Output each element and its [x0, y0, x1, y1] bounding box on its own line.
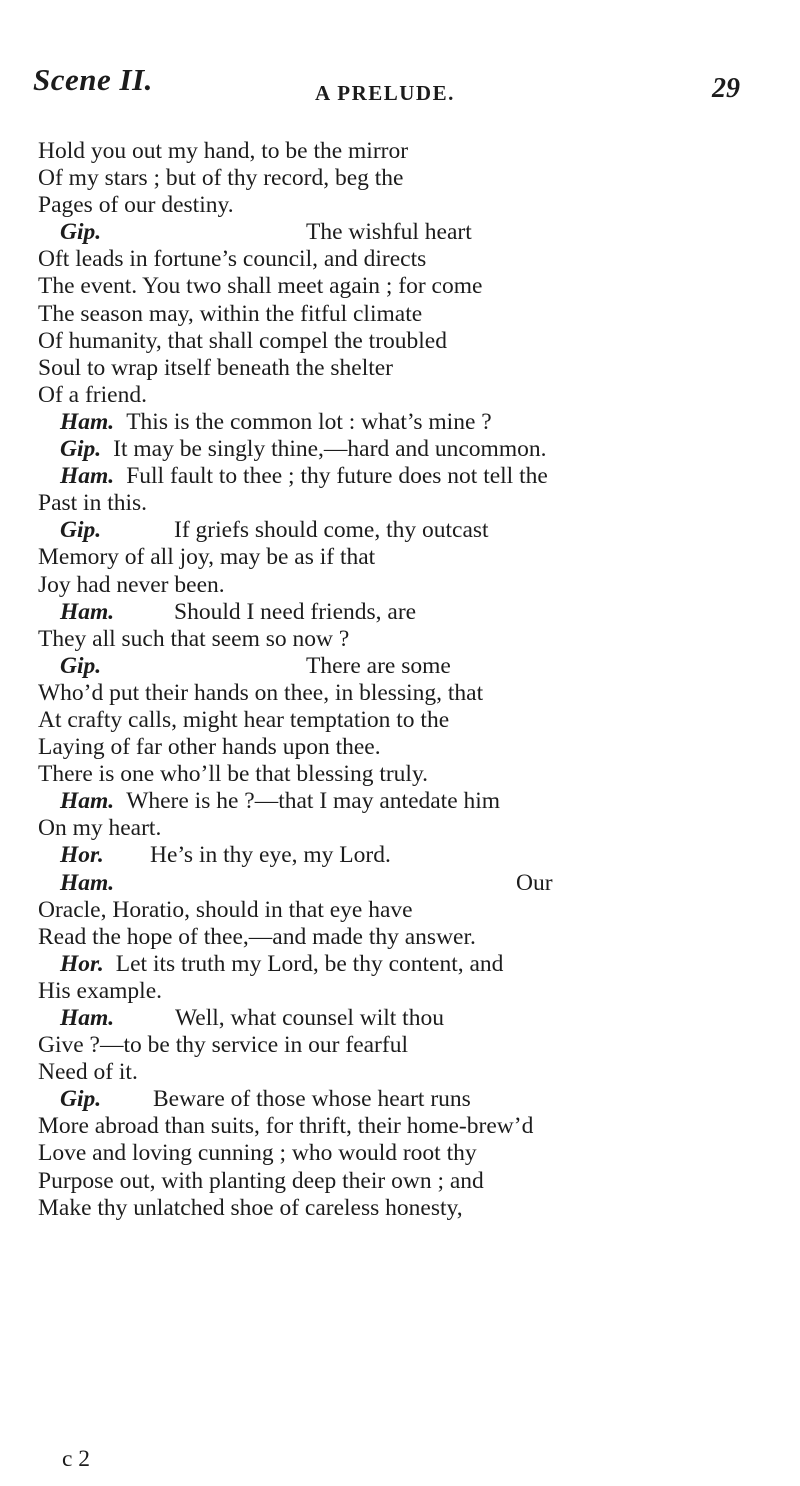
speaker-name: Gip. [60, 219, 102, 246]
line-text: Of a friend. [38, 381, 147, 408]
verse-line [38, 328, 778, 355]
line-text: Beware of those whose heart runs [153, 1086, 471, 1113]
speaker-name: Ham. [60, 869, 115, 896]
line-text: Past in this. [38, 490, 148, 517]
speech-line [38, 463, 778, 490]
speech-line [38, 842, 778, 869]
speech-line [38, 409, 778, 436]
speaker-name: Ham. [60, 408, 115, 435]
line-text: His example. [38, 977, 162, 1004]
verse-line [38, 1059, 778, 1086]
speaker-name: Ham. [60, 463, 115, 490]
line-text: Make thy unlatched shoe of careless honesty, [38, 1194, 463, 1221]
verse-line [38, 1140, 778, 1167]
verse-line [38, 355, 778, 382]
line-text: Need of it. [38, 1059, 138, 1086]
verse-line [38, 490, 778, 517]
line-text: Soul to wrap itself beneath the shelter [38, 354, 394, 381]
verse-line [38, 680, 778, 707]
speaker-name: Hor. [60, 950, 104, 977]
line-text: There are some [306, 652, 451, 679]
verse-line [38, 572, 778, 599]
speech-line [38, 653, 778, 680]
line-text: Well, what counsel wilt thou [175, 1005, 444, 1031]
running-head [33, 62, 740, 112]
page-title: A PRELUDE. [315, 81, 455, 105]
line-text: Oracle, Horatio, should in that eye have [38, 896, 413, 923]
line-text: There is one who’ll be that blessing truly. [38, 761, 429, 788]
speaker-name: Hor. [60, 842, 104, 869]
line-text: Of humanity, that shall compel the troubled [38, 327, 447, 354]
line-text: They all such that seem so now ? [38, 625, 350, 652]
verse-line [38, 192, 778, 219]
verse-line [38, 246, 778, 273]
speaker-name: Gip. [60, 436, 102, 463]
line-text: Of my stars ; but of thy record, beg the [38, 165, 404, 192]
verse-line [38, 544, 778, 571]
speech-line [38, 219, 778, 246]
line-text: Full fault to thee ; thy future does not tell the [126, 463, 548, 490]
verse-line [38, 301, 778, 328]
line-text: The wishful heart [306, 219, 472, 246]
line-text: On my heart. [38, 815, 162, 842]
speaker-name: Ham. [60, 598, 115, 625]
verse-line [38, 707, 778, 734]
line-text: It may be singly thine,—hard and uncommon. [113, 436, 547, 463]
speaker-name: Ham. [60, 788, 115, 815]
speech-line [38, 870, 778, 897]
line-text: The season may, within the fitful climate [38, 300, 423, 327]
line-text: Memory of all joy, may be as if that [38, 544, 376, 571]
line-text: This is the common lot : what’s mine ? [126, 408, 492, 435]
verse-line [38, 138, 778, 165]
line-text: At crafty calls, might hear temptation to the [38, 706, 450, 733]
verse-line [38, 1113, 778, 1140]
scene-label: Scene II. [33, 62, 153, 97]
line-text: Who’d put their hands on thee, in blessing, that [38, 679, 484, 706]
verse-line [38, 761, 778, 788]
line-text: Let its truth my Lord, be thy content, and [115, 950, 504, 977]
verse-line [38, 382, 778, 409]
line-text: Purpose out, with planting deep their own ; and [38, 1167, 484, 1194]
speech-line [38, 1005, 778, 1032]
verse-text [38, 138, 778, 1222]
verse-line [38, 897, 778, 924]
speaker-name: Gip. [60, 652, 102, 679]
speech-line [38, 517, 778, 544]
speech-line [38, 951, 778, 978]
verse-line [38, 165, 778, 192]
line-text: Oft leads in fortune’s council, and directs [38, 246, 427, 273]
line-text: Laying of far other hands upon thee. [38, 734, 381, 761]
verse-line [38, 1168, 778, 1195]
line-text: Should I need friends, are [174, 598, 417, 625]
speech-line [38, 1086, 778, 1113]
verse-line [38, 924, 778, 951]
line-text: Where is he ?—that I may antedate him [126, 788, 501, 815]
speech-line [38, 788, 778, 815]
speaker-name: Gip. [60, 517, 102, 544]
verse-line [38, 1195, 778, 1222]
line-text: Joy had never been. [38, 571, 225, 598]
line-text: Love and loving cunning ; who would root thy [38, 1140, 477, 1167]
verse-line [38, 626, 778, 653]
speech-line [38, 599, 778, 626]
line-text: More abroad than suits, for thrift, their home-brew’d [38, 1113, 534, 1140]
signature-mark: c 2 [62, 1446, 91, 1472]
line-text: The event. You two shall meet again ; for come [38, 273, 483, 300]
speech-line [38, 436, 778, 463]
line-text: Pages of our destiny. [38, 192, 234, 219]
line-text: Read the hope of thee,—and made thy answer. [38, 923, 476, 950]
line-text: He’s in thy eye, my Lord. [150, 842, 391, 869]
line-text: Give ?—to be thy service in our fearful [38, 1032, 408, 1059]
verse-line [38, 978, 778, 1005]
line-text: Hold you out my hand, to be the mirror [38, 138, 409, 164]
speaker-name: Gip. [60, 1086, 102, 1113]
verse-line [38, 734, 778, 761]
verse-line [38, 273, 778, 300]
line-text: If griefs should come, thy outcast [174, 517, 489, 544]
speaker-name: Ham. [60, 1005, 115, 1031]
line-text: Our [516, 869, 553, 896]
page-number: 29 [712, 73, 740, 104]
verse-line [38, 1032, 778, 1059]
verse-line [38, 815, 778, 842]
